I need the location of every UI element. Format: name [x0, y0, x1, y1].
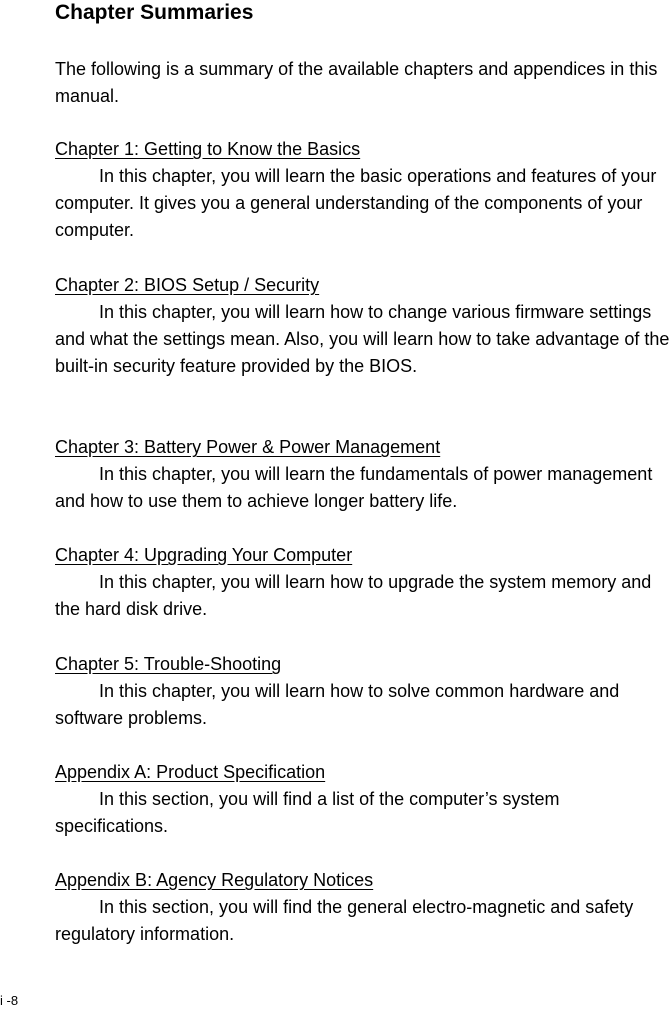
- section-heading: Chapter 1: Getting to Know the Basics: [55, 139, 361, 159]
- section-appendix-b: [55, 867, 672, 948]
- intro-paragraph: The following is a summary of the available chapters and appendices in this manual.: [55, 59, 658, 106]
- section-body: In this chapter, you will learn the basic operations and features of your computer. It gives you a general understanding of the components of your computer.: [55, 166, 657, 240]
- page-number: i -8: [0, 993, 19, 1008]
- section-body: In this chapter, you will learn how to upgrade the system memory and the hard disk drive.: [55, 572, 652, 619]
- section-chapter-3: [55, 434, 672, 515]
- section-body: In this section, you will find the general electro-magnetic and safety regulatory information.: [55, 897, 634, 944]
- page-title: Chapter Summaries: [55, 1, 254, 24]
- section-chapter-2: [55, 272, 672, 380]
- section-appendix-a: [55, 759, 672, 840]
- section-heading: Appendix A: Product Specification: [55, 762, 326, 782]
- section-chapter-5: [55, 651, 672, 732]
- section-heading: Chapter 5: Trouble-Shooting: [55, 654, 282, 674]
- section-heading: Chapter 2: BIOS Setup / Security: [55, 275, 320, 295]
- section-body: In this chapter, you will learn the fundamentals of power management and how to use them to achieve longer battery life.: [55, 464, 653, 511]
- section-chapter-1: [55, 136, 672, 244]
- section-heading: Chapter 4: Upgrading Your Computer: [55, 545, 353, 565]
- section-body: In this chapter, you will learn how to solve common hardware and software problems.: [55, 681, 620, 728]
- section-heading: Chapter 3: Battery Power & Power Management: [55, 437, 441, 457]
- section-heading: Appendix B: Agency Regulatory Notices: [55, 870, 374, 890]
- section-body: In this section, you will find a list of the computer’s system specifications.: [55, 789, 560, 836]
- section-body: In this chapter, you will learn how to change various firmware settings and what the settings mean. Also, you will learn how to take advantage of the built-in security feature provided by the BIOS.: [55, 302, 670, 376]
- section-chapter-4: [55, 542, 672, 623]
